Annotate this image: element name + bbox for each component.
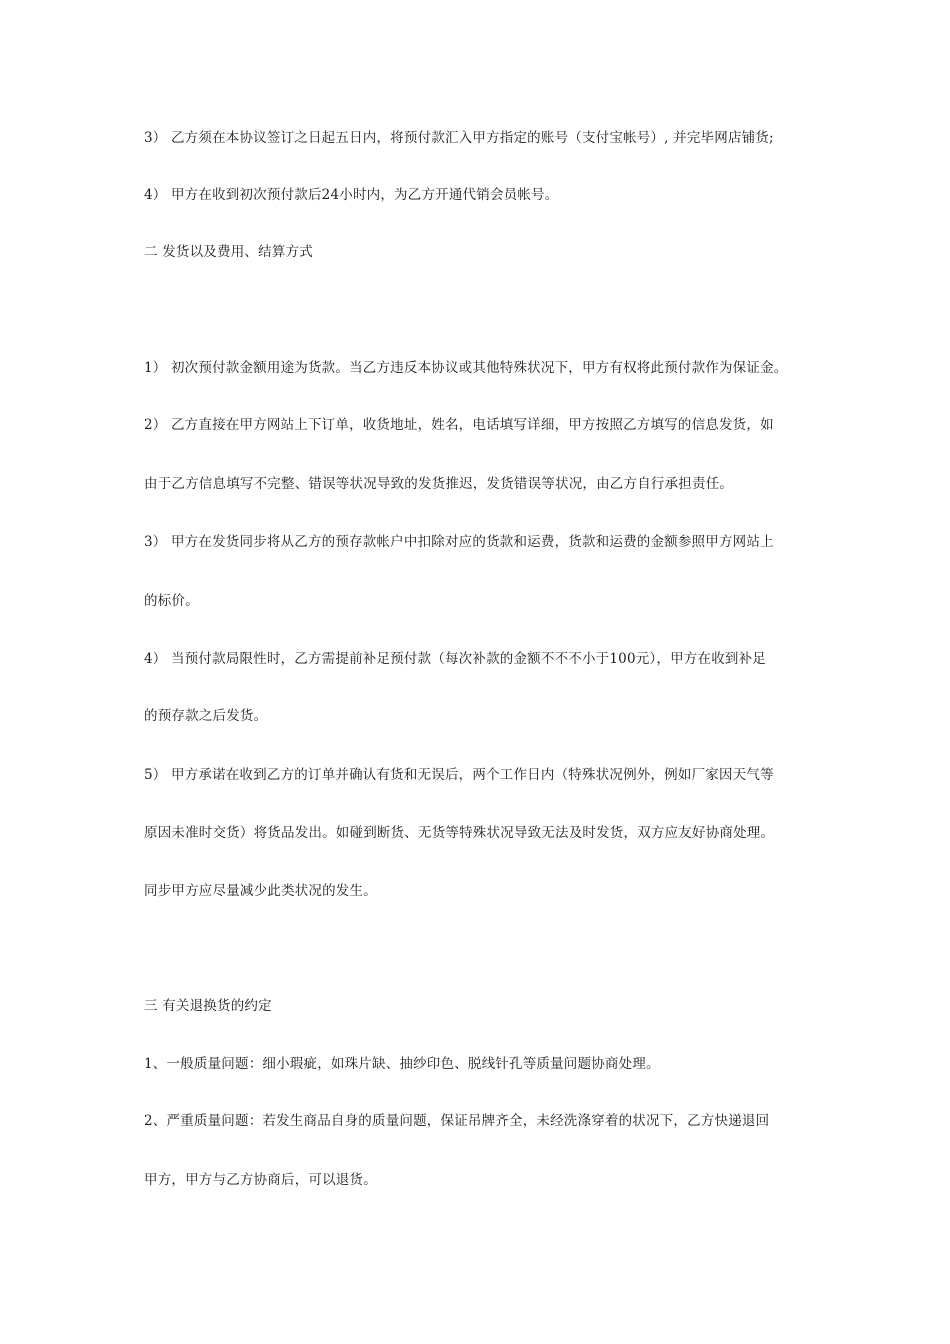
clause-2-4-line-1: 4） 当预付款局限性时，乙方需提前补足预付款（每次补款的金额不不不小于100元），甲方在收到补足 [144,651,766,667]
clause-1-4: 4） 甲方在收到初次预付款后24小时内，为乙方开通代销会员帐号。 [144,187,559,203]
clause-2-1: 1） 初次预付款金额用途为货款。当乙方违反本协议或其他特殊状况下，甲方有权将此预付款作为保证金。 [144,360,788,376]
clause-3-2-line-2: 甲方，甲方与乙方协商后，可以退货。 [144,1172,377,1188]
clause-3-1: 1、一般质量问题：细小瑕疵，如珠片缺、抽纱印色、脱线针孔等质量问题协商处理。 [144,1056,660,1072]
clause-2-5-line-3: 同步甲方应尽量减少此类状况的发生。 [144,883,377,899]
clause-2-2-line-1: 2） 乙方直接在甲方网站上下订单，收货地址，姓名，电话填写详细，甲方按照乙方填写的信息发货，如 [144,417,774,433]
clause-2-4-line-2: 的预存款之后发货。 [144,708,268,724]
clause-2-2-line-2: 由于乙方信息填写不完整、错误等状况导致的发货推迟，发货错误等状况，由乙方自行承担责任。 [144,476,734,492]
clause-2-3-line-1: 3） 甲方在发货同步将从乙方的预存款帐户中扣除对应的货款和运费，货款和运费的金额参照甲方网站上 [144,534,774,550]
clause-2-5-line-2: 原因未准时交货）将货品发出。如碰到断货、无货等特殊状况导致无法及时发货，双方应友好协商处理。 [144,825,775,841]
section-heading-3: 三 有关退换货的约定 [144,998,272,1014]
section-heading-2: 二 发货以及费用、结算方式 [144,244,313,260]
clause-2-5-line-1: 5） 甲方承诺在收到乙方的订单并确认有货和无误后，两个工作日内（特殊状况例外，例如厂家因天气等 [144,767,774,783]
clause-2-3-line-2: 的标价。 [144,593,199,609]
clause-1-3: 3） 乙方须在本协议签订之日起五日内，将预付款汇入甲方指定的账号（支付宝帐号）, 并完毕网店铺货; [144,130,774,146]
clause-3-2-line-1: 2、严重质量问题：若发生商品自身的质量问题，保证吊牌齐全，未经洗涤穿着的状况下，乙方快递退回 [144,1113,770,1129]
